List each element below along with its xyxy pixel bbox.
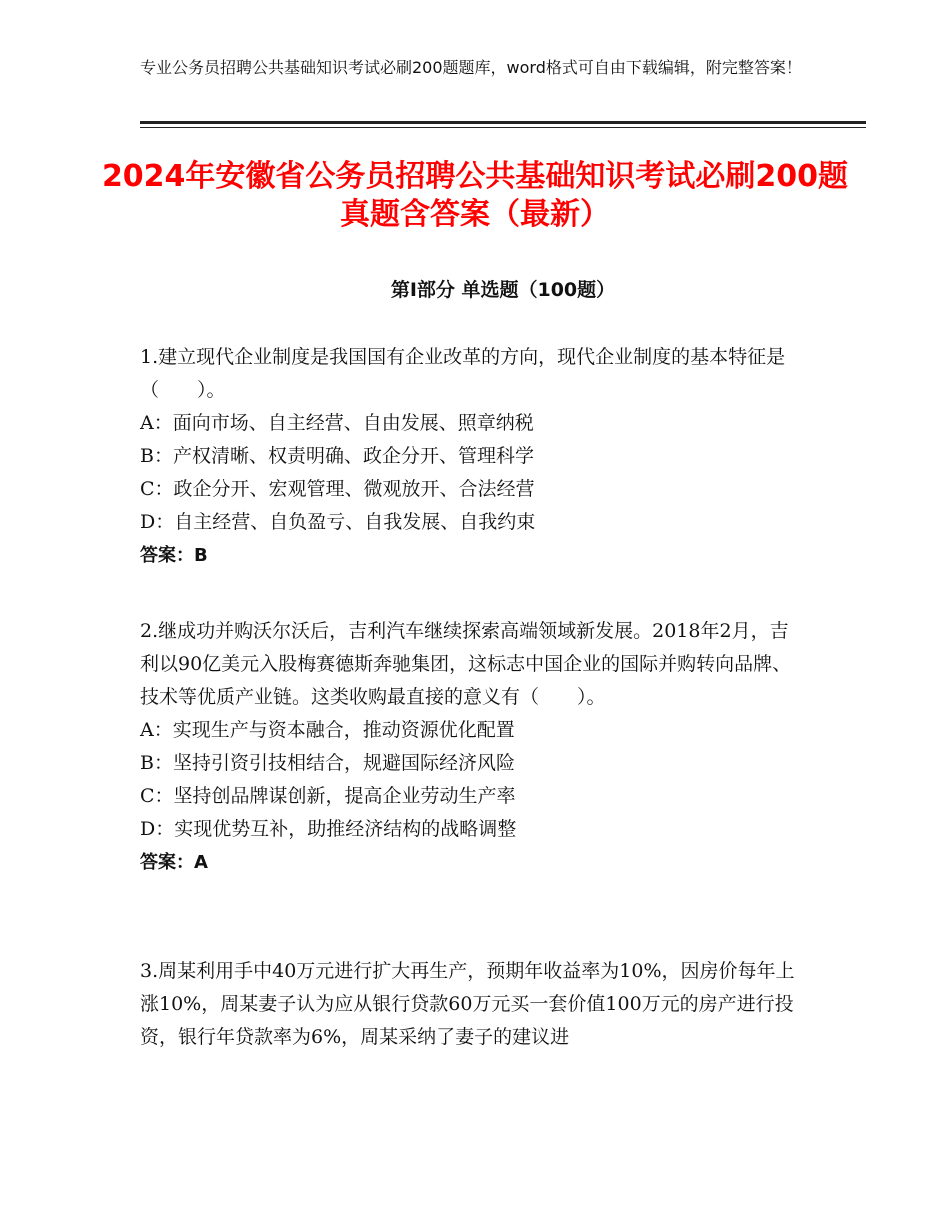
option-c: C：政企分开、宏观管理、微观放开、合法经营 — [140, 478, 535, 500]
header-divider-thick — [140, 121, 866, 124]
section-title: 第Ⅰ部分 单选题（100题） — [390, 279, 616, 301]
option-d: D：实现优势互补，助推经济结构的战略调整 — [140, 818, 517, 840]
option-a: A：实现生产与资本融合，推动资源优化配置 — [140, 719, 515, 741]
option-c: C：坚持创品牌谋创新，提高企业劳动生产率 — [140, 785, 516, 807]
option-a: A：面向市场、自主经营、自由发展、照章纳税 — [140, 412, 534, 434]
question-item — [140, 341, 805, 572]
answer: 答案：A — [140, 852, 208, 873]
question-item — [140, 955, 805, 1054]
option-d: D：自主经营、自负盈亏、自我发展、自我约束 — [140, 511, 536, 533]
header-divider-thin — [140, 127, 866, 128]
question-item — [140, 615, 805, 879]
option-b: B：产权清晰、权责明确、政企分开、管理科学 — [140, 445, 534, 467]
document-title: 2024年安徽省公务员招聘公共基础知识考试必刷200题真题含答案（最新） — [101, 159, 849, 232]
option-b: B：坚持引资引技相结合，规避国际经济风险 — [140, 752, 515, 774]
question-stem: 1.建立现代企业制度是我国国有企业改革的方向，现代企业制度的基本特征是（ ）。 — [140, 346, 786, 401]
answer: 答案：B — [140, 545, 208, 566]
question-stem: 2.继成功并购沃尔沃后，吉利汽车继续探索高端领域新发展。2018年2月，吉利以90亿美元入股梅赛德斯奔驰集团，这标志中国企业的国际并购转向品牌、技术等优质产业链。这类收购最直接的意义有（ ）。 — [140, 620, 792, 708]
question-stem: 3.周某利用手中40万元进行扩大再生产，预期年收益率为10%，因房价每年上涨10%，周某妻子认为应从银行贷款60万元买一套价值100万元的房产进行投资，银行年贷款率为6%，周某采纳了妻子的建议进 — [140, 960, 795, 1048]
header-note: 专业公务员招聘公共基础知识考试必刷200题题库，word格式可自由下载编辑，附完整答案！ — [140, 58, 802, 77]
